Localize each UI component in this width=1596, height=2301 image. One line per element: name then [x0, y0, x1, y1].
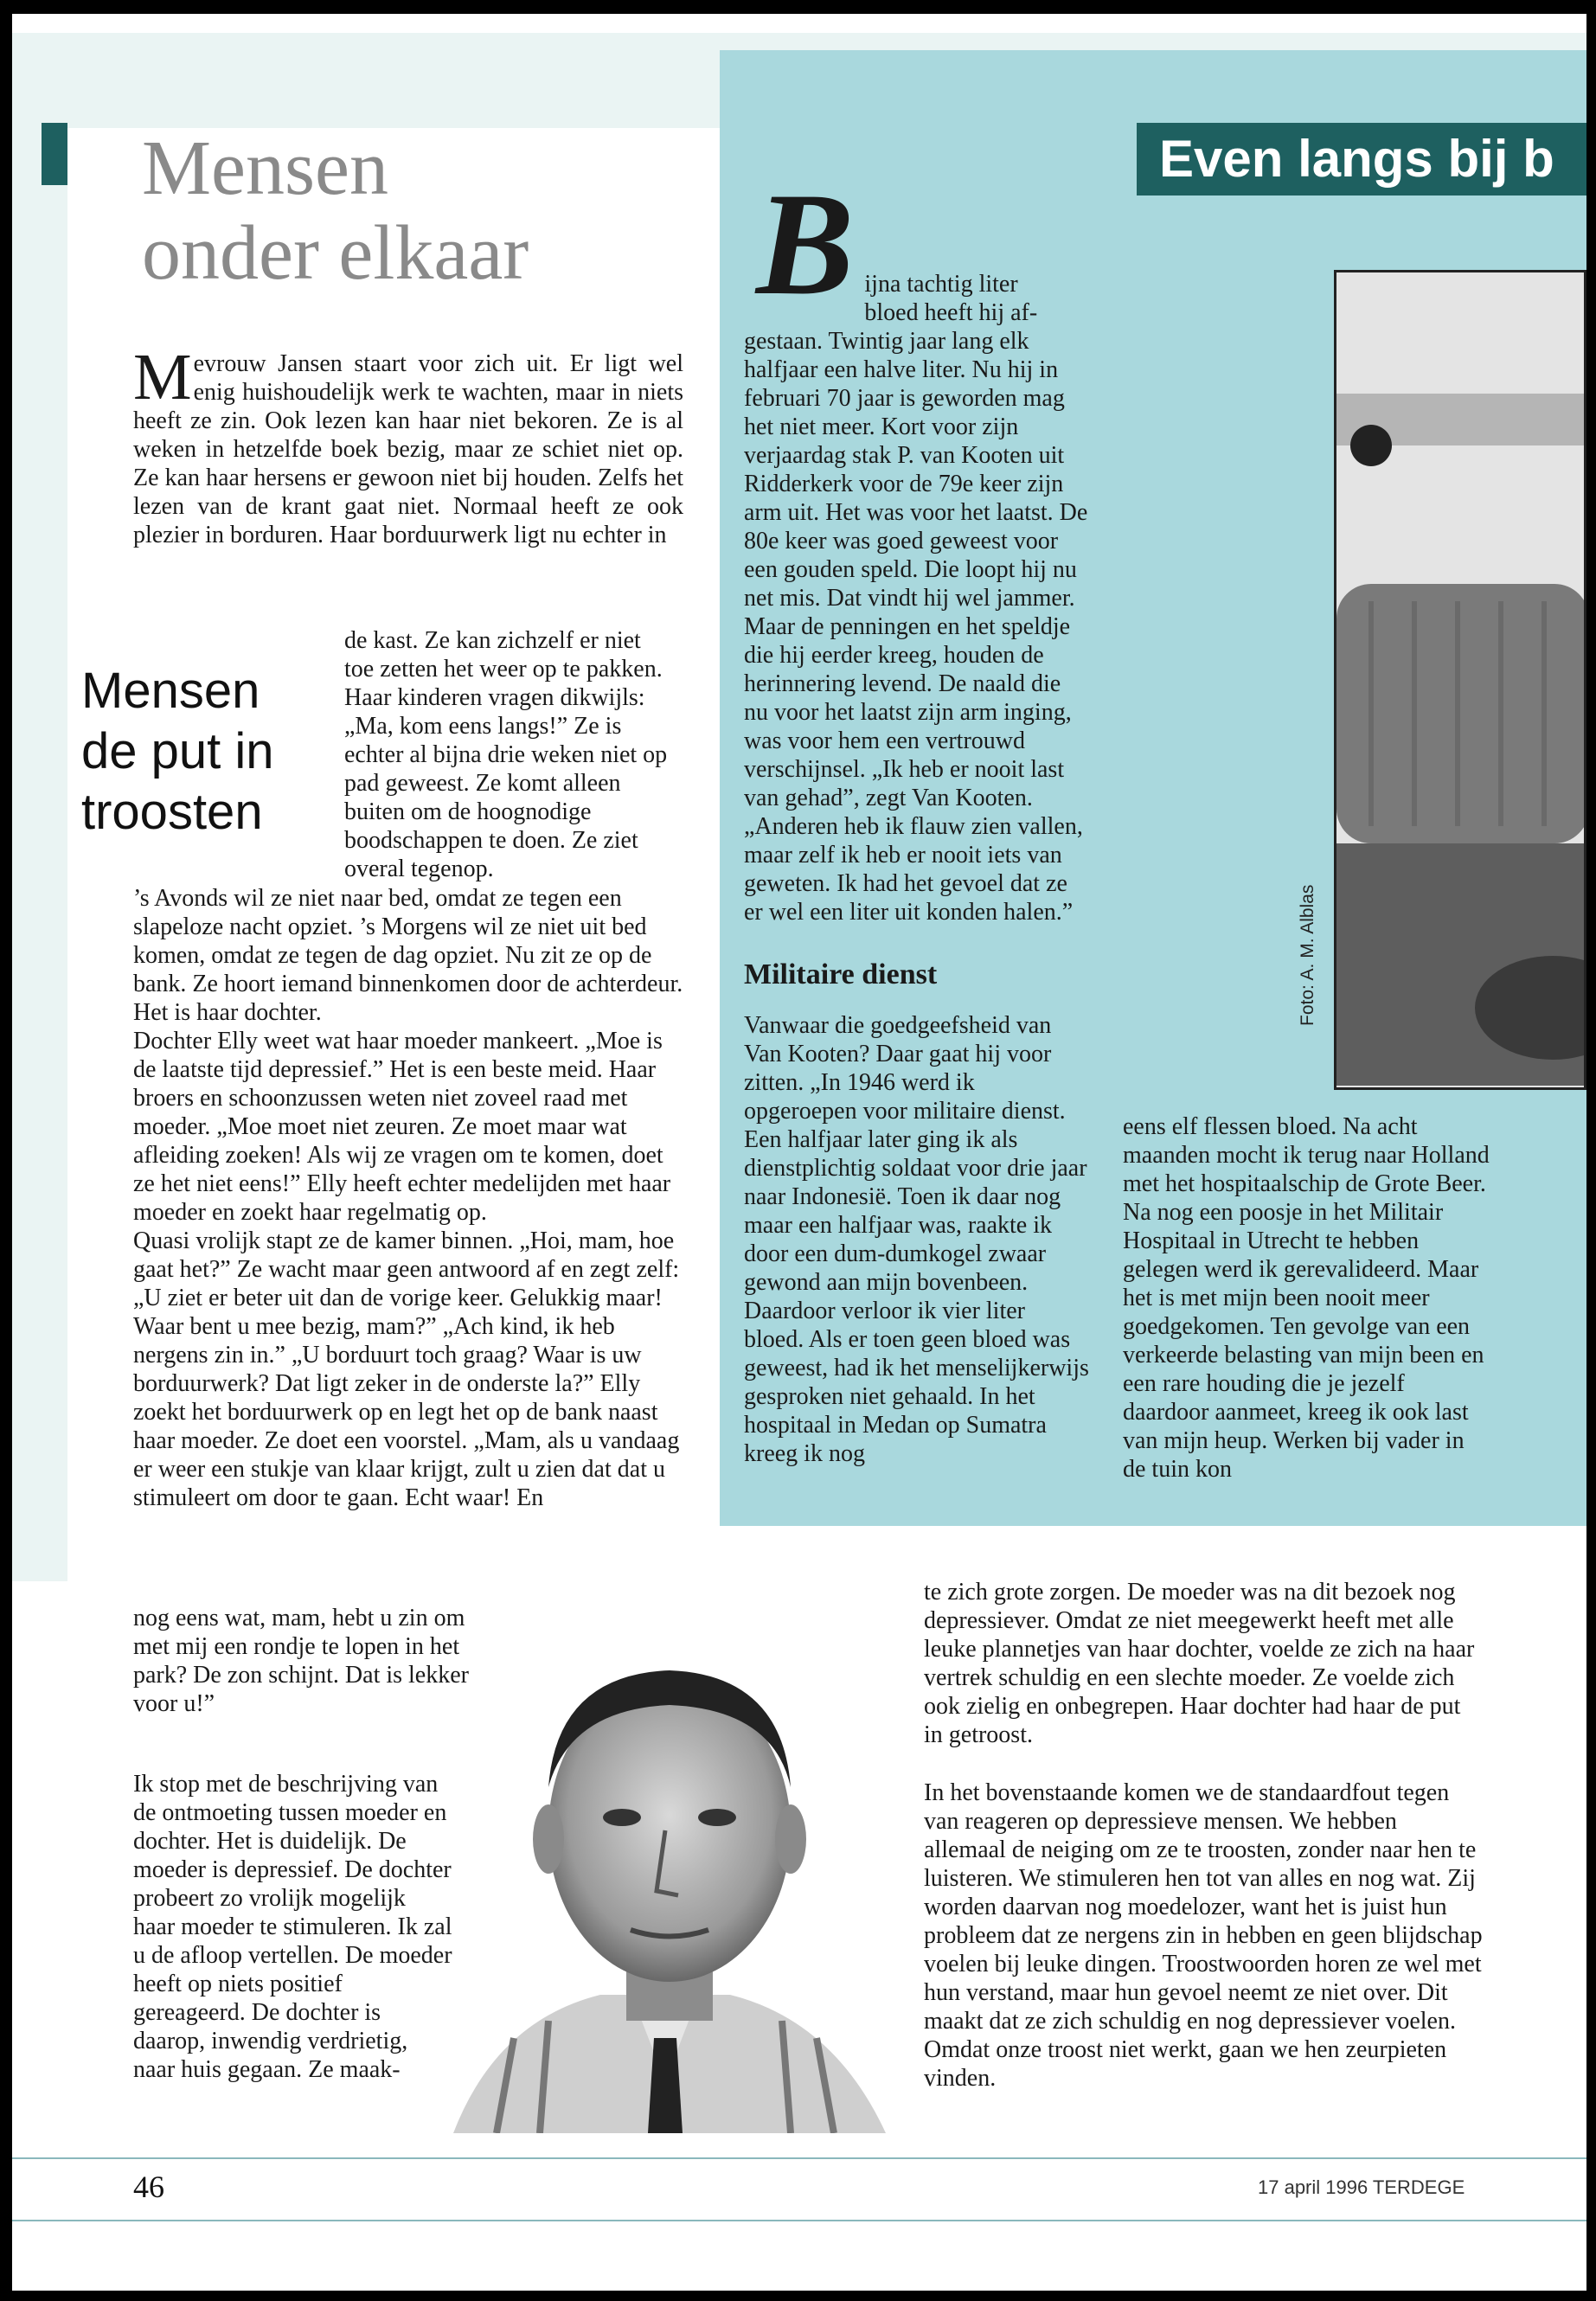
pull-quote-line3: troosten [81, 784, 263, 840]
sidebar-col2 [1123, 1112, 1490, 1484]
sidebar-text3: eens elf flessen bloed. Na acht maanden mocht ik terug naar Holland met het hospitaalschip de Grote Beer. Na nog een poosje in het Militair Hospitaal in Utrecht te hebben gelegen werd ik gerevalideerd. Maar het is met mijn been nooit meer goedgekomen. Ten gevolge van een verkeerde belasting van mijn been en een rare houding die je jezelf daardoor aanmeet, kreeg ik ook last van mijn heup. Werken bij vader in de tuin kon [1123, 1113, 1490, 1483]
pull-quote-line2: de put in [81, 723, 274, 779]
page-title-line1: Mensen [142, 125, 388, 211]
sidebar-text2: Vanwaar die goedgeefsheid van Van Kooten? Daar gaat hij voor zitten. „In 1946 werd ik opgeroepen voor militaire dienst. Een halfjaar later ging ik als dienstplichtig soldaat voor drie jaar naar Indonesië. Toen ik daar nog maar een halfjaar was, raakte ik door een dum-dumkogel zwaar gewond aan mijn bovenbeen. Daardoor verloor ik vier liter bloed. Als er toen geen bloed was geweest, had ik het menselijkerwijs gesproken niet gehaald. In het hospitaal in Medan op Sumatra kreeg ik nog [744, 1012, 1089, 1467]
intro-wrap-text: de kast. Ze kan zichzelf er niet toe zetten het weer op te pakken. Haar kinderen vragen dikwijls: „Ma, kom eens langs!” Ze is echter al bijna drie weken niet op pad geweest. Ze komt alleen buiten om de hoognodige boodschappen te doen. Ze ziet overal tegenop. [344, 627, 668, 882]
intro-para-2: Dochter Elly weet wat haar moeder mankeert. „Moe is de laatste tijd depressief.” Het is een beste meid. Haar broers en schoonzussen weten niet zoveel raad met moeder. „Moe moet niet zeuren. Ze moet maar wat afleiding zoeken! Als wij ze vragen om te komen, doet ze het niet eens!” Elly heeft echter medelijden met haar moeder en zoekt haar regelmatig op. [133, 1028, 671, 1226]
intro-rest [133, 884, 683, 1512]
stop-paragraph [133, 1770, 453, 2084]
sidebar-drop-cap: B [756, 163, 855, 325]
pull-quote [81, 661, 324, 843]
footer-date: 17 april 1996 TERDEGE [1258, 2176, 1465, 2198]
intro-para-1: ’s Avonds wil ze niet naar bed, omdat ze tegen een slapeloze nacht opziet. ’s Morgens wil ze niet uit bed komen, omdat ze tegen de dag opziet. Nu zit ze op de bank. Ze hoort iemand binnenkomen door de achterdeur. Het is haar dochter. [133, 885, 683, 1026]
sidebar-text: gestaan. Twintig jaar lang elk halfjaar een halve liter. Nu hij in februari 70 jaar is geworden mag het niet meer. Kort voor zijn verjaardag stak P. van Kooten uit Ridderkerk voor de 79e keer zijn arm uit. Het was voor het laatst. De 80e keer was goed geweest voor een gouden speld. Die loopt hij nu net mis. Dat vindt hij wel jammer. Maar de penningen en het speldje die hij eerder kreeg, houden de herinnering levend. De naald die nu voor het laatst zijn arm inging, was voor hem een vertrouwd verschijnsel. „Ik heb er nooit last van gehad”, zegt Van Kooten. „Anderen heb ik flauw zien vallen, maar zelf ik heb er nooit iets van geweten. Ik had het gevoel dat ze er wel een liter uit konden halen.” [744, 328, 1088, 926]
right-para-1: te zich grote zorgen. De moeder was na dit bezoek nog depressiever. Omdat ze niet meegewerkt heeft met alle leuke plannetjes van haar dochter, voelde ze zich na haar vertrek schuldig en een slechte moeder. Ze voelde zich ook zielig en onbegrepen. Haar dochter had haar de put in getroost. [924, 1579, 1475, 1748]
sidebar-header: Even langs bij b [1137, 123, 1586, 195]
sidebar-wrap-line1: ijna tachtig liter [864, 271, 1018, 298]
intro-para-3: Quasi vrolijk stapt ze de kamer binnen. „Hoi, mam, hoe gaat het?” Ze wacht maar geen antwoord af en zegt zelf: „U ziet er beter uit dan de vorige keer. Gelukkig maar! Waar bent u mee bezig, mam?” „Ach kind, ik heb nergens zin in.” „U borduurt toch graag? Waar is uw borduurwerk? Dat ligt zeker in de onderste la?” Elly zoekt het borduurwerk op en legt het op de bank naast haar moeder. Ze doet een voorstel. „Mam, als u vandaag er weer een stukje van klaar krijgt, zult u zien dat dat u stimuleert om door te gaan. Echt waar! En [133, 1227, 680, 1511]
footer-rule-bottom [12, 2220, 1586, 2221]
sidebar-col1 [744, 163, 1090, 1468]
intro-text: evrouw Jansen staart voor zich uit. Er ligt wel enig huishoudelijk werk te wachten, maar in niets heeft ze zin. Ook lezen kan haar niet bekoren. Ze is al weken in hetzelfde boek bezig, maar ze schiet niet op. Ze kan haar hersens er gewoon niet bij houden. Zelfs het lezen van de krant gaat niet. Normaal heeft ze ook plezier in borduren. Haar borduurwerk ligt nu echter in [133, 350, 683, 548]
pull-quote-line1: Mensen [81, 663, 260, 719]
intro-wrap [344, 626, 676, 883]
page-title [142, 126, 661, 296]
sidebar-wrap-line2: bloed heeft hij af- [864, 299, 1038, 326]
portrait-illustration [419, 1631, 912, 2133]
portrait-photo [419, 1631, 912, 2133]
intro-first [133, 341, 683, 549]
right-para-2: In het bovenstaande komen we de standaardfout tegen van reageren op depressieve mensen. We hebben allemaal de neiging om ze te troosten, zonder naar hen te luisteren. We stimuleren hen tot van alles en nog wat. Zij worden daarvan nog moedelozer, want het is juist hun probleem dat ze nergens zin in hebben en geen blijdschap voelen bij leuke dingen. Troostwoorden horen ze wel met hun verstand, maar hun gevoel neemt ze niet over. Dit maakt dat ze zich schuldig en nog depressiever voelen. Omdat onze troost niet werkt, gaan we hen zeurpieten vinden. [924, 1779, 1483, 2092]
sidebar-subhead: Militaire dienst [744, 958, 938, 990]
left-accent-bar [42, 123, 67, 185]
sidebar-photo [1334, 270, 1586, 1090]
page-title-line2: onder elkaar [142, 210, 529, 296]
photo-credit: Foto: A. M. Alblas [1298, 884, 1317, 1026]
intro-drop-cap: M [133, 341, 192, 413]
sidebar-photo-illustration [1336, 272, 1586, 1090]
page-number: 46 [133, 2170, 164, 2204]
stop-paragraph-text: Ik stop met de beschrijving van de ontmoeting tussen moeder en dochter. Het is duidelijk. De moeder is depressief. De dochter probeert zo vrolijk mogelijk haar moeder te stimuleren. Ik zal u de afloop vertellen. De moeder heeft op niets positief gereageerd. De dochter is daarop, inwendig verdrietig, naar huis gegaan. Ze maak- [133, 1771, 452, 2083]
left-band [12, 33, 67, 1581]
portrait-wrap-text: nog eens wat, mam, hebt u zin om met mij een rondje te lopen in het park? De zon schijnt. Dat is lekker voor u!” [133, 1605, 469, 1717]
footer-rule-top [12, 2157, 1586, 2159]
magazine-page [12, 14, 1586, 2291]
right-bottom-text [924, 1578, 1484, 2093]
